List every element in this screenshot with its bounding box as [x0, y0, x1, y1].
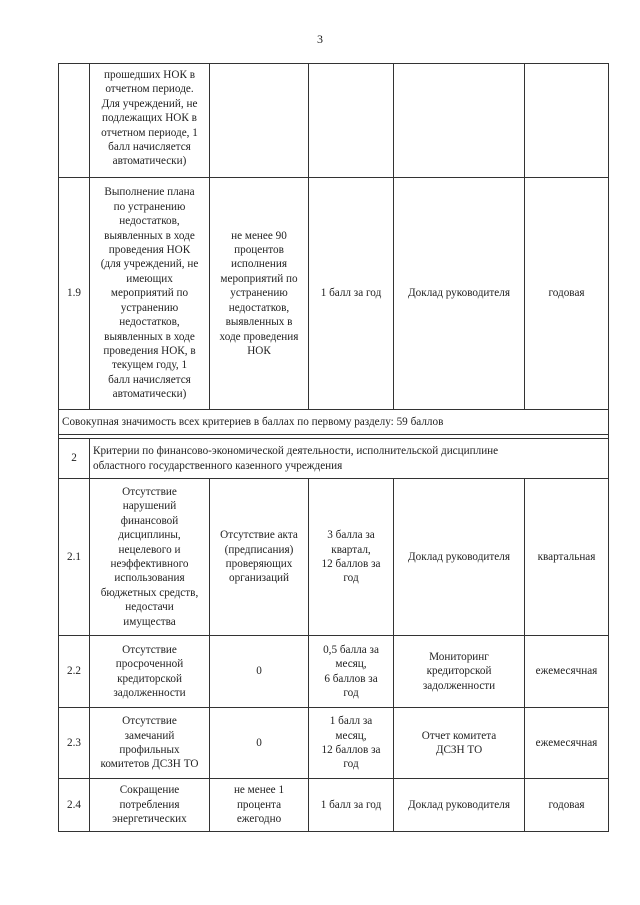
row-number-cell: 1.9 — [59, 178, 90, 410]
indicator-cell: Отсутствие акта (предписания) проверяющих организаций — [210, 479, 309, 636]
row-number-cell: 2.4 — [59, 779, 90, 832]
table-row-2-2 — [59, 636, 609, 708]
section-number-cell: 2 — [59, 439, 90, 479]
row-number-cell: 2.2 — [59, 636, 90, 708]
source-cell — [394, 64, 525, 178]
points-cell: 1 балл за год — [309, 178, 394, 410]
points-cell: 3 балла за квартал, 12 баллов за год — [309, 479, 394, 636]
period-cell — [525, 64, 609, 178]
period-cell: годовая — [525, 779, 609, 832]
indicator-cell — [210, 64, 309, 178]
source-cell: Доклад руководителя — [394, 779, 525, 832]
criterion-cell: прошедших НОК в отчетном периоде. Для учреждений, не подлежащих НОК в отчетном периоде, 1 балл начисляется автоматически) — [90, 64, 210, 178]
table-row-1-9 — [59, 178, 609, 410]
source-cell: Мониторинг кредиторской задолженности — [394, 636, 525, 708]
table-row-1-8 — [59, 64, 609, 178]
table-row-2-3 — [59, 708, 609, 779]
indicator-cell: не менее 1 процента ежегодно — [210, 779, 309, 832]
points-cell — [309, 64, 394, 178]
source-cell: Доклад руководителя — [394, 178, 525, 410]
page-number: 3 — [317, 32, 323, 46]
indicator-cell: 0 — [210, 708, 309, 779]
total-row — [59, 410, 609, 435]
criteria-table — [58, 63, 609, 832]
period-cell: ежемесячная — [525, 708, 609, 779]
section-title: Критерии по финансово-экономической деятельности, исполнительской дисциплине областного государственного казенного учреждения — [90, 439, 609, 479]
period-cell: квартальная — [525, 479, 609, 636]
row-number-cell: 2.3 — [59, 708, 90, 779]
row-number-cell: 2.1 — [59, 479, 90, 636]
table-row-2-1 — [59, 479, 609, 636]
period-cell: ежемесячная — [525, 636, 609, 708]
criterion-cell: Выполнение плана по устранению недостатков, выявленных в ходе проведения НОК (для учреждений, не имеющих мероприятий по устранению недостатков, выявленных в ходе проведения НОК, в текущем году, 1 балл начисляется автоматически) — [90, 178, 210, 410]
row-number-cell — [59, 64, 90, 178]
period-cell: годовая — [525, 178, 609, 410]
points-cell: 1 балл за год — [309, 779, 394, 832]
table-row-2-4 — [59, 779, 609, 832]
indicator-cell: не менее 90 процентов исполнения мероприятий по устранению недостатков, выявленных в ходе проведения НОК — [210, 178, 309, 410]
source-cell: Отчет комитета ДСЗН ТО — [394, 708, 525, 779]
points-cell: 1 балл за месяц, 12 баллов за год — [309, 708, 394, 779]
total-score-text: Совокупная значимость всех критериев в баллах по первому разделу: 59 баллов — [59, 410, 609, 435]
criterion-cell: Сокращение потребления энергетических — [90, 779, 210, 832]
criterion-cell: Отсутствие просроченной кредиторской задолженности — [90, 636, 210, 708]
points-cell: 0,5 балла за месяц, 6 баллов за год — [309, 636, 394, 708]
indicator-cell: 0 — [210, 636, 309, 708]
criterion-cell: Отсутствие замечаний профильных комитетов ДСЗН ТО — [90, 708, 210, 779]
source-cell: Доклад руководителя — [394, 479, 525, 636]
criterion-cell: Отсутствие нарушений финансовой дисциплины, нецелевого и неэффективного использования бюджетных средств, недостачи имущества — [90, 479, 210, 636]
section-header-row — [59, 439, 609, 479]
